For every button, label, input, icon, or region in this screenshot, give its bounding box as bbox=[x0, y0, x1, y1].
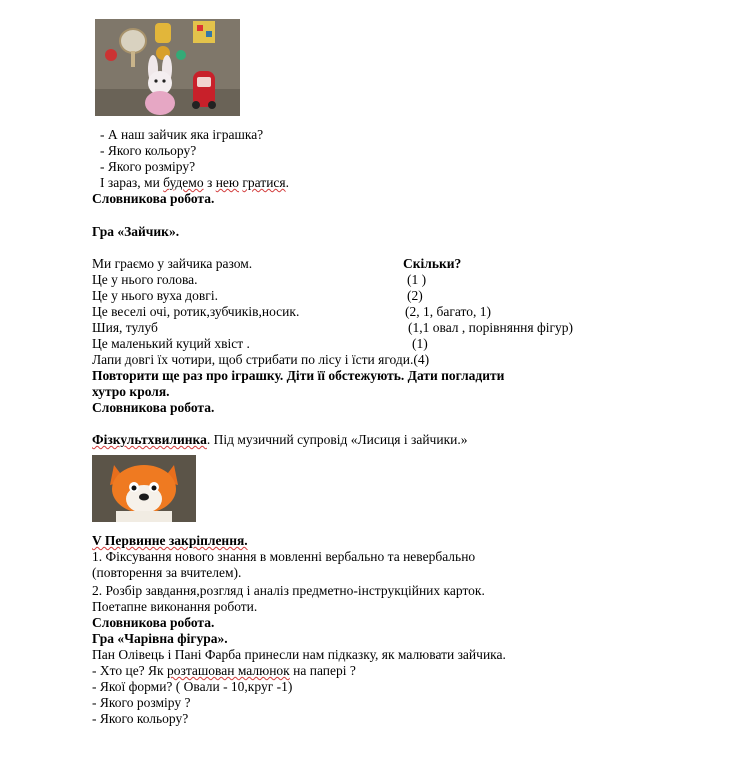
point-2-line: Поетапне виконання роботи. bbox=[92, 599, 258, 614]
question-who-word: розташован малюнок bbox=[167, 663, 290, 678]
question-who-text: - Хто це? Як bbox=[92, 663, 167, 678]
table-header-left: Ми граємо у зайчика разом. bbox=[92, 256, 253, 271]
question-size-2: - Якого розміру ? bbox=[92, 695, 191, 710]
heading-vocabulary-1: Словникова робота. bbox=[92, 191, 215, 206]
fox-toy-photo bbox=[92, 455, 196, 522]
intro-word: гратися bbox=[242, 175, 286, 190]
fizkult-text: . Під музичний супровід «Лисиця і зайчики.» bbox=[206, 432, 468, 447]
table-row-left: Це у нього вуха довгі. bbox=[92, 288, 218, 303]
toys-illustration bbox=[95, 19, 240, 116]
point-1-line: 1. Фіксування нового знання в мовленні вербально та невербально bbox=[92, 549, 476, 564]
paws-line: Лапи довгі їх чотири, щоб стрибати по лісу і їсти ягоди.(4) bbox=[92, 352, 430, 367]
table-header-right: Скільки? bbox=[403, 256, 462, 271]
fox-illustration bbox=[92, 455, 196, 522]
intro-text: . bbox=[285, 175, 290, 190]
point-2-line: 2. Розбір завдання,розгляд і аналіз предметно-інструкційних карток. bbox=[92, 583, 485, 598]
section-5-title bbox=[92, 533, 248, 548]
repeat-line: Повторити ще раз про іграшку. Діти її обстежують. Дати погладити bbox=[92, 368, 505, 383]
toys-photo bbox=[95, 19, 240, 116]
story-line: Пан Олівець і Пані Фарба принесли нам підказку, як малювати зайчика. bbox=[92, 647, 506, 662]
table-row-right: (2, 1, багато, 1) bbox=[405, 304, 492, 319]
table-row-right: (2) bbox=[407, 288, 423, 303]
heading-vocabulary-2: Словникова робота. bbox=[92, 400, 215, 415]
point-1-line: (повторення за вчителем). bbox=[92, 565, 242, 580]
question-color: - Якого кольору? bbox=[100, 143, 197, 158]
intro-text: з bbox=[203, 175, 216, 190]
table-row-left: Шия, тулуб bbox=[92, 320, 158, 335]
fizkult-word: Фізкультхвилинка bbox=[92, 432, 207, 447]
question-size: - Якого розміру? bbox=[100, 159, 196, 174]
game-magic-figure-title: Гра «Чарівна фігура». bbox=[92, 631, 228, 646]
intro-text: І зараз, ми bbox=[100, 175, 164, 190]
section-5-text: V Первинне закріплення. bbox=[92, 533, 248, 548]
question-toy: - А наш зайчик яка іграшка? bbox=[100, 127, 264, 142]
game-bunny-title: Гра «Зайчик». bbox=[92, 224, 180, 239]
table-row-left: Це у нього голова. bbox=[92, 272, 198, 287]
fizkult-line bbox=[92, 432, 467, 447]
intro-word: будемо bbox=[163, 175, 204, 190]
repeat-line: хутро кроля. bbox=[92, 384, 170, 399]
table-row-left: Це веселі очі, ротик,зубчиків,носик. bbox=[92, 304, 300, 319]
table-row-right: (1 ) bbox=[407, 272, 427, 287]
question-shape: - Якої форми? ( Овали - 10,круг -1) bbox=[92, 679, 293, 694]
table-row-right: (1,1 овал , порівняння фігур) bbox=[408, 320, 574, 335]
question-who bbox=[92, 663, 356, 678]
heading-vocabulary-3: Словникова робота. bbox=[92, 615, 215, 630]
question-color-2: - Якого кольору? bbox=[92, 711, 189, 726]
table-row-right: (1) bbox=[412, 336, 428, 351]
table-row-left: Це маленький куций хвіст . bbox=[92, 336, 250, 351]
intro-line bbox=[100, 175, 289, 190]
question-who-text: на папері ? bbox=[289, 663, 356, 678]
intro-word: нею bbox=[215, 175, 239, 190]
